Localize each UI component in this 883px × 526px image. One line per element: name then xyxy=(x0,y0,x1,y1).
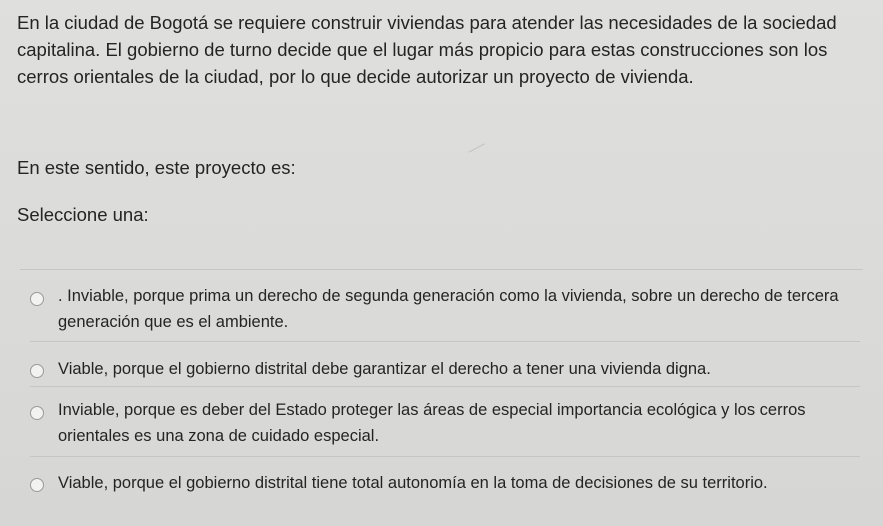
answer-option-3[interactable] xyxy=(30,397,850,451)
answer-divider xyxy=(30,456,860,457)
answer-divider xyxy=(30,341,860,342)
radio-button[interactable] xyxy=(30,292,44,306)
answer-divider xyxy=(30,386,860,387)
radio-button[interactable] xyxy=(30,364,44,378)
answer-option-4[interactable] xyxy=(30,470,850,498)
radio-button[interactable] xyxy=(30,478,44,492)
answer-option-label[interactable]: . Inviable, porque prima un derecho de segunda generación como la vivienda, sobre un derecho de tercera generación que es el ambiente. xyxy=(58,287,839,331)
answer-option-label[interactable]: Viable, porque el gobierno distrital debe garantizar el derecho a tener una vivienda digna. xyxy=(58,360,711,378)
answer-option-label[interactable]: Viable, porque el gobierno distrital tiene total autonomía en la toma de decisiones de su territorio. xyxy=(58,474,768,492)
answer-option-1[interactable] xyxy=(30,283,850,337)
answer-option-label[interactable]: Inviable, porque es deber del Estado proteger las áreas de especial importancia ecológica y los cerros orientales es una zona de cuidado especial. xyxy=(58,401,806,445)
answer-option-2[interactable] xyxy=(30,356,850,384)
answer-divider xyxy=(20,269,863,270)
radio-button[interactable] xyxy=(30,406,44,420)
question-prompt: En este sentido, este proyecto es: xyxy=(17,157,296,178)
question-text: En la ciudad de Bogotá se requiere construir viviendas para atender las necesidades de la sociedad capitalina. El gobierno de turno decide que el lugar más propicio para estas construcciones son los cerros orientales de la ciudad, por lo que decide autorizar un proyecto de vivienda. xyxy=(17,12,837,87)
select-one-label: Seleccione una: xyxy=(17,204,149,225)
